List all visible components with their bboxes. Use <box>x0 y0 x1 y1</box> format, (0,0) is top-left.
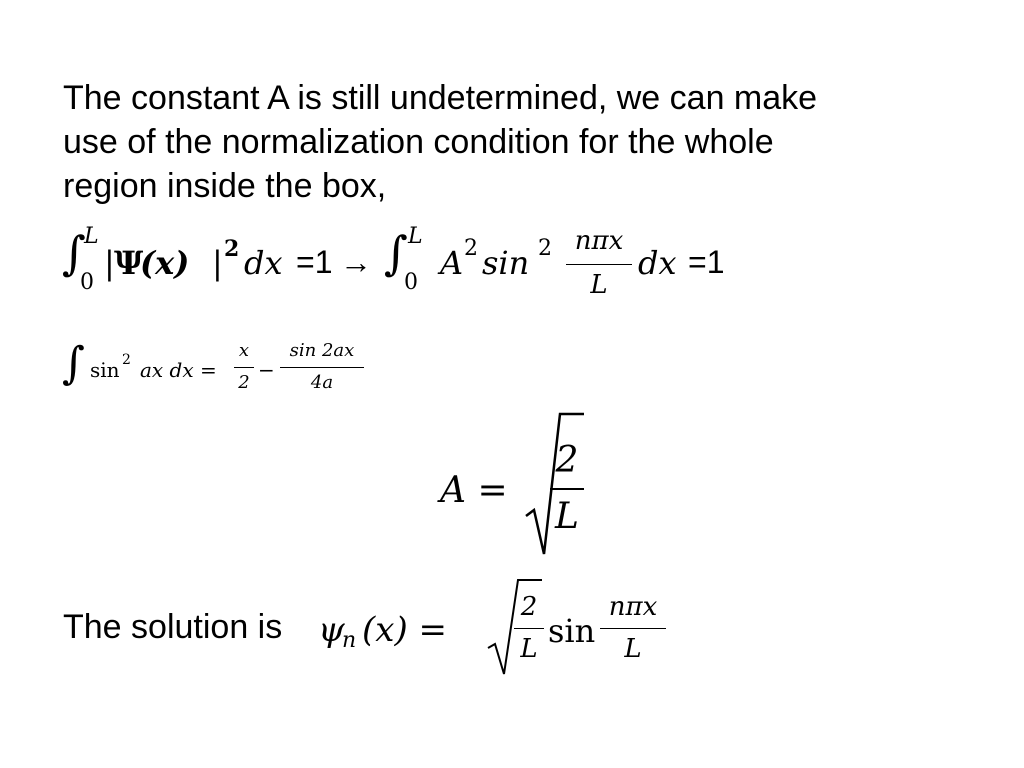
fraction-denominator: L <box>555 496 579 537</box>
integral-lower-limit: 0 <box>80 270 94 295</box>
psi-subscript-n: n <box>342 628 357 653</box>
equals-one: =1 <box>296 244 333 280</box>
equals-one-2: =1 <box>688 244 725 280</box>
fraction-denominator: 4a <box>310 372 334 393</box>
fraction-denominator: 2 <box>238 372 250 393</box>
psi-n-symbol: ψ <box>318 610 345 650</box>
sin-function: sin <box>482 244 530 282</box>
fraction-2-over-L <box>514 592 544 668</box>
solution-label: The solution is <box>63 608 283 646</box>
fraction-numerator: 2 <box>555 440 579 481</box>
A-equals: A = <box>440 470 508 511</box>
fraction-denominator: L <box>624 634 642 664</box>
abs-bar-open: | <box>104 244 115 282</box>
implies-arrow: → <box>340 244 372 280</box>
solution-argument: (x) = <box>362 610 447 650</box>
fraction-numerator: nπx <box>574 226 624 256</box>
sin-power: 2 <box>538 236 552 261</box>
integral-sign-2: ∫ <box>384 226 408 280</box>
fraction-bar <box>280 367 364 368</box>
abs-bar-close: | <box>212 244 223 282</box>
psi-symbol: Ψ <box>114 244 144 282</box>
intro-paragraph <box>63 76 963 208</box>
dx-label: dx <box>244 244 283 282</box>
psi-argument: (x) <box>140 244 190 282</box>
fraction-denominator: L <box>520 634 538 664</box>
dx-label-2: dx <box>638 244 677 282</box>
fraction-2-over-L <box>550 440 584 540</box>
fraction-npix-over-L <box>600 592 666 668</box>
fraction-sin2ax-over-4a <box>280 340 364 398</box>
integral-lower-limit-2: 0 <box>404 270 418 295</box>
fraction-numerator: nπx <box>608 592 658 622</box>
fraction-bar <box>234 367 254 368</box>
integral-upper-limit-2: L <box>408 224 423 249</box>
fraction-bar <box>600 628 666 629</box>
fraction-numerator: x <box>238 340 250 361</box>
A-power: 2 <box>464 236 478 261</box>
solution-sin: sin <box>548 612 596 650</box>
integral-sign: ∫ <box>62 226 86 280</box>
identity-sin: sin <box>90 358 120 382</box>
paragraph-line-2: use of the normalization condition for the whole <box>63 123 774 161</box>
paragraph-line-1: The constant A is still undetermined, we can make <box>63 79 818 117</box>
identity-argument: ax dx = <box>140 358 217 382</box>
fraction-npix-over-L <box>566 226 632 302</box>
fraction-numerator: 2 <box>520 592 538 622</box>
fraction-bar <box>514 628 544 629</box>
fraction-denominator: L <box>590 270 608 300</box>
fraction-bar <box>550 488 584 490</box>
identity-sin-power: 2 <box>122 352 131 368</box>
fraction-numerator: sin 2ax <box>289 340 355 361</box>
integral-upper-limit: L <box>84 224 99 249</box>
abs-power: 2 <box>224 236 240 262</box>
identity-integral-sign: ∫ <box>62 338 85 389</box>
paragraph-line-3: region inside the box, <box>63 167 387 205</box>
fraction-bar <box>566 264 632 265</box>
fraction-x-over-2 <box>234 340 254 398</box>
identity-minus: − <box>258 358 275 382</box>
constant-A: A <box>440 244 464 282</box>
